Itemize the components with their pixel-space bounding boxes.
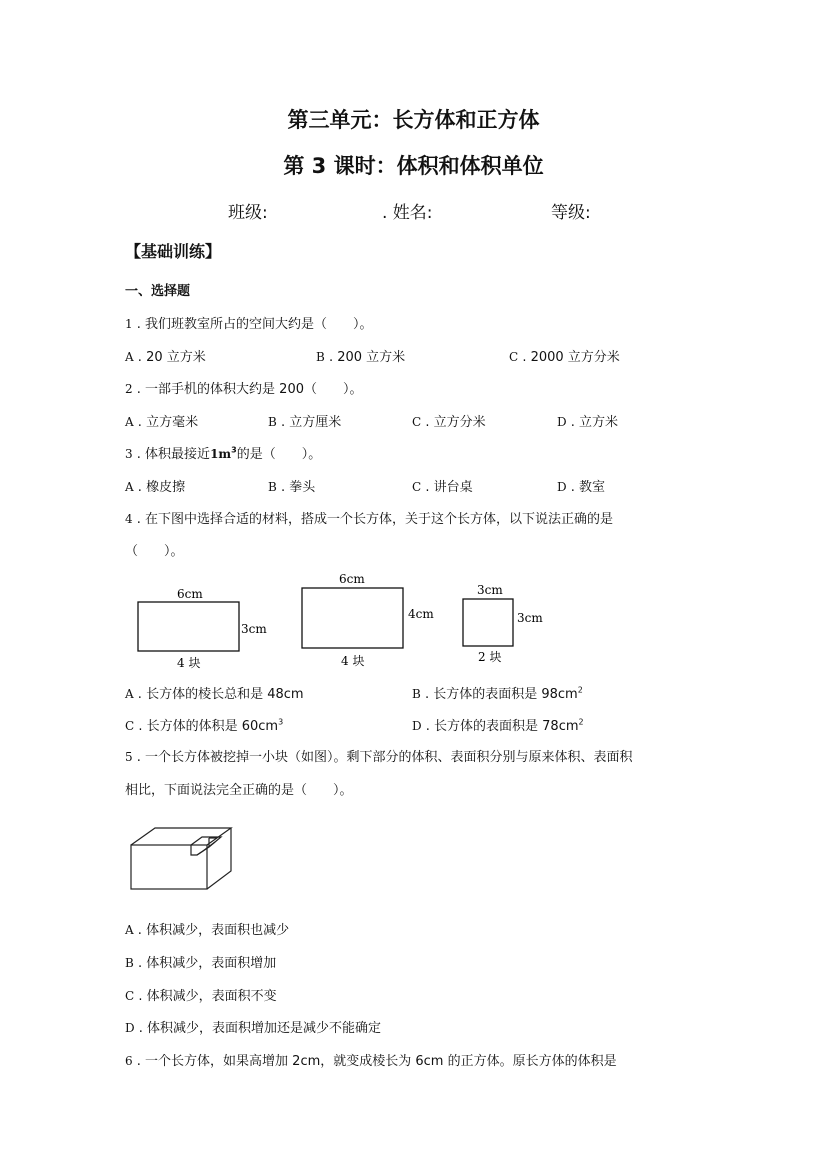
option-text: 立方厘米 (289, 415, 342, 430)
figure-2-top-label: 6cm (339, 572, 365, 586)
question-6: 6 . 一个长方体，如果高增加 2cm，就变成棱长为 6cm 的正方体。原长方体的体积是 (125, 1054, 617, 1069)
question-5: 5 . 一个长方体被挖掉一小块（如图）。剩下部分的体积、表面积分别与原来体积、表面积 (125, 750, 633, 765)
option-text: 立方米 (579, 415, 619, 430)
figure-2-side-label: 4cm (408, 607, 434, 621)
question-text: 在下图中选择合适的材料，搭成一个长方体，关于这个长方体，以下说法正确的是 (145, 512, 614, 527)
option-a[interactable]: A . 橡皮擦 (125, 480, 186, 495)
question-number: 2 (125, 382, 133, 396)
option-text: 拳头 (289, 480, 316, 495)
option-text: 讲台桌 (433, 480, 473, 495)
question-number: 4 (125, 512, 133, 526)
option-text: 20 立方米 (146, 350, 206, 365)
option-b[interactable]: B . 200 立方米 (316, 350, 406, 365)
option-c[interactable]: C . 讲台桌 (412, 480, 473, 495)
rectangle-6x3 (138, 602, 239, 651)
material-figures (125, 570, 565, 670)
option-text: 体积减少，表面积不变 (146, 989, 277, 1004)
option-text: 长方体的表面积是 98cm (433, 687, 578, 702)
question-number: 3 (125, 447, 133, 461)
question-2: 2 . 一部手机的体积大约是 200（ ）。 (125, 382, 363, 397)
figure-2-count: 4 块 (341, 654, 365, 668)
section-heading: 【基础训练】 (125, 242, 222, 261)
rectangle-6x4 (302, 588, 403, 648)
superscript: 2 (577, 685, 583, 695)
option-text: 体积减少，表面积也减少 (146, 923, 290, 938)
question-text: 一部手机的体积大约是 200（ ）。 (145, 382, 363, 397)
question-number: 1 (125, 317, 133, 331)
option-text: 长方体的表面积是 78cm (434, 719, 579, 734)
option-text: 教室 (579, 480, 606, 495)
unit-exponent: 3 (231, 445, 237, 455)
option-c[interactable]: C . 2000 立方分米 (509, 350, 620, 365)
option-c[interactable]: C . 体积减少，表面积不变 (125, 989, 277, 1004)
question-1: 1 . 我们班教室所占的空间大约是（ ）。 (125, 317, 373, 332)
superscript: 2 (578, 717, 584, 727)
figure-3-side-label: 3cm (517, 611, 543, 625)
option-a[interactable]: A . 20 立方米 (125, 350, 206, 365)
grade-label: 等级: (551, 203, 591, 223)
option-b[interactable]: B . 拳头 (268, 480, 316, 495)
cuboid-with-notch-figure (125, 822, 240, 894)
option-a[interactable]: A . 长方体的棱长总和是 48cm (125, 687, 304, 702)
page-title: 第三单元：长方体和正方体 (287, 108, 540, 132)
square-3x3 (463, 599, 513, 646)
option-d[interactable]: D . 长方体的表面积是 $78cm^2$ (412, 717, 584, 734)
option-b[interactable]: B . 立方厘米 (268, 415, 342, 430)
option-text: 体积减少，表面积增加 (146, 956, 277, 971)
option-text: 立方毫米 (146, 415, 199, 430)
question-text-tail: 的是（ ）。 (236, 447, 322, 462)
option-b[interactable]: B . 体积减少，表面积增加 (125, 956, 277, 971)
option-text: 长方体的体积是 60cm (146, 719, 279, 734)
question-text: 一个长方体被挖掉一小块（如图）。剩下部分的体积、表面积分别与原来体积、表面积 (145, 750, 633, 765)
question-number: 6 (125, 1054, 133, 1068)
option-d[interactable]: D . 体积减少，表面积增加还是减少不能确定 (125, 1021, 382, 1036)
superscript: 3 (278, 717, 284, 727)
subsection-heading: 一、选择题 (125, 284, 191, 299)
option-text: 橡皮擦 (146, 480, 186, 495)
figure-3-count: 2 块 (478, 650, 502, 664)
question-text: 我们班教室所占的空间大约是（ ）。 (145, 317, 373, 332)
unit-text: 1m (210, 447, 232, 461)
option-text: 2000 立方分米 (530, 350, 620, 365)
question-4: 4 . 在下图中选择合适的材料，搭成一个长方体，关于这个长方体，以下说法正确的是 (125, 512, 614, 527)
figure-1-count: 4 块 (177, 656, 201, 670)
question-text: 体积最接近 (145, 447, 211, 462)
class-label: 班级: (228, 203, 268, 223)
option-a[interactable]: A . 体积减少，表面积也减少 (125, 923, 290, 938)
option-a[interactable]: A . 立方毫米 (125, 415, 199, 430)
option-text: 立方分米 (433, 415, 486, 430)
figure-3-top-label: 3cm (477, 583, 503, 597)
option-c[interactable]: C . 长方体的体积是 $60cm^3$ (125, 717, 284, 734)
option-c[interactable]: C . 立方分米 (412, 415, 486, 430)
question-number: 5 (125, 750, 133, 764)
option-text: 体积减少，表面积增加还是减少不能确定 (147, 1021, 382, 1036)
option-d[interactable]: D . 教室 (557, 480, 606, 495)
figure-1-top-label: 6cm (177, 587, 203, 601)
option-b[interactable]: B . 长方体的表面积是 $98cm^2$ (412, 685, 583, 702)
question-5-line2: 相比，下面说法完全正确的是（ ）。 (125, 783, 353, 798)
lesson-subtitle: 第 3 课时：体积和体积单位 (283, 154, 544, 178)
question-4-line2: （ ）。 (125, 544, 184, 559)
name-label: . 姓名: (382, 203, 433, 223)
figure-1-side-label: 3cm (241, 622, 267, 636)
question-3: 3 . 体积最接近$1m^3$的是（ ）。 (125, 445, 322, 462)
question-text: 一个长方体，如果高增加 2cm，就变成棱长为 6cm 的正方体。原长方体的体积是 (145, 1054, 617, 1069)
option-text: 200 立方米 (337, 350, 406, 365)
option-text: 长方体的棱长总和是 48cm (146, 687, 304, 702)
option-d[interactable]: D . 立方米 (557, 415, 619, 430)
